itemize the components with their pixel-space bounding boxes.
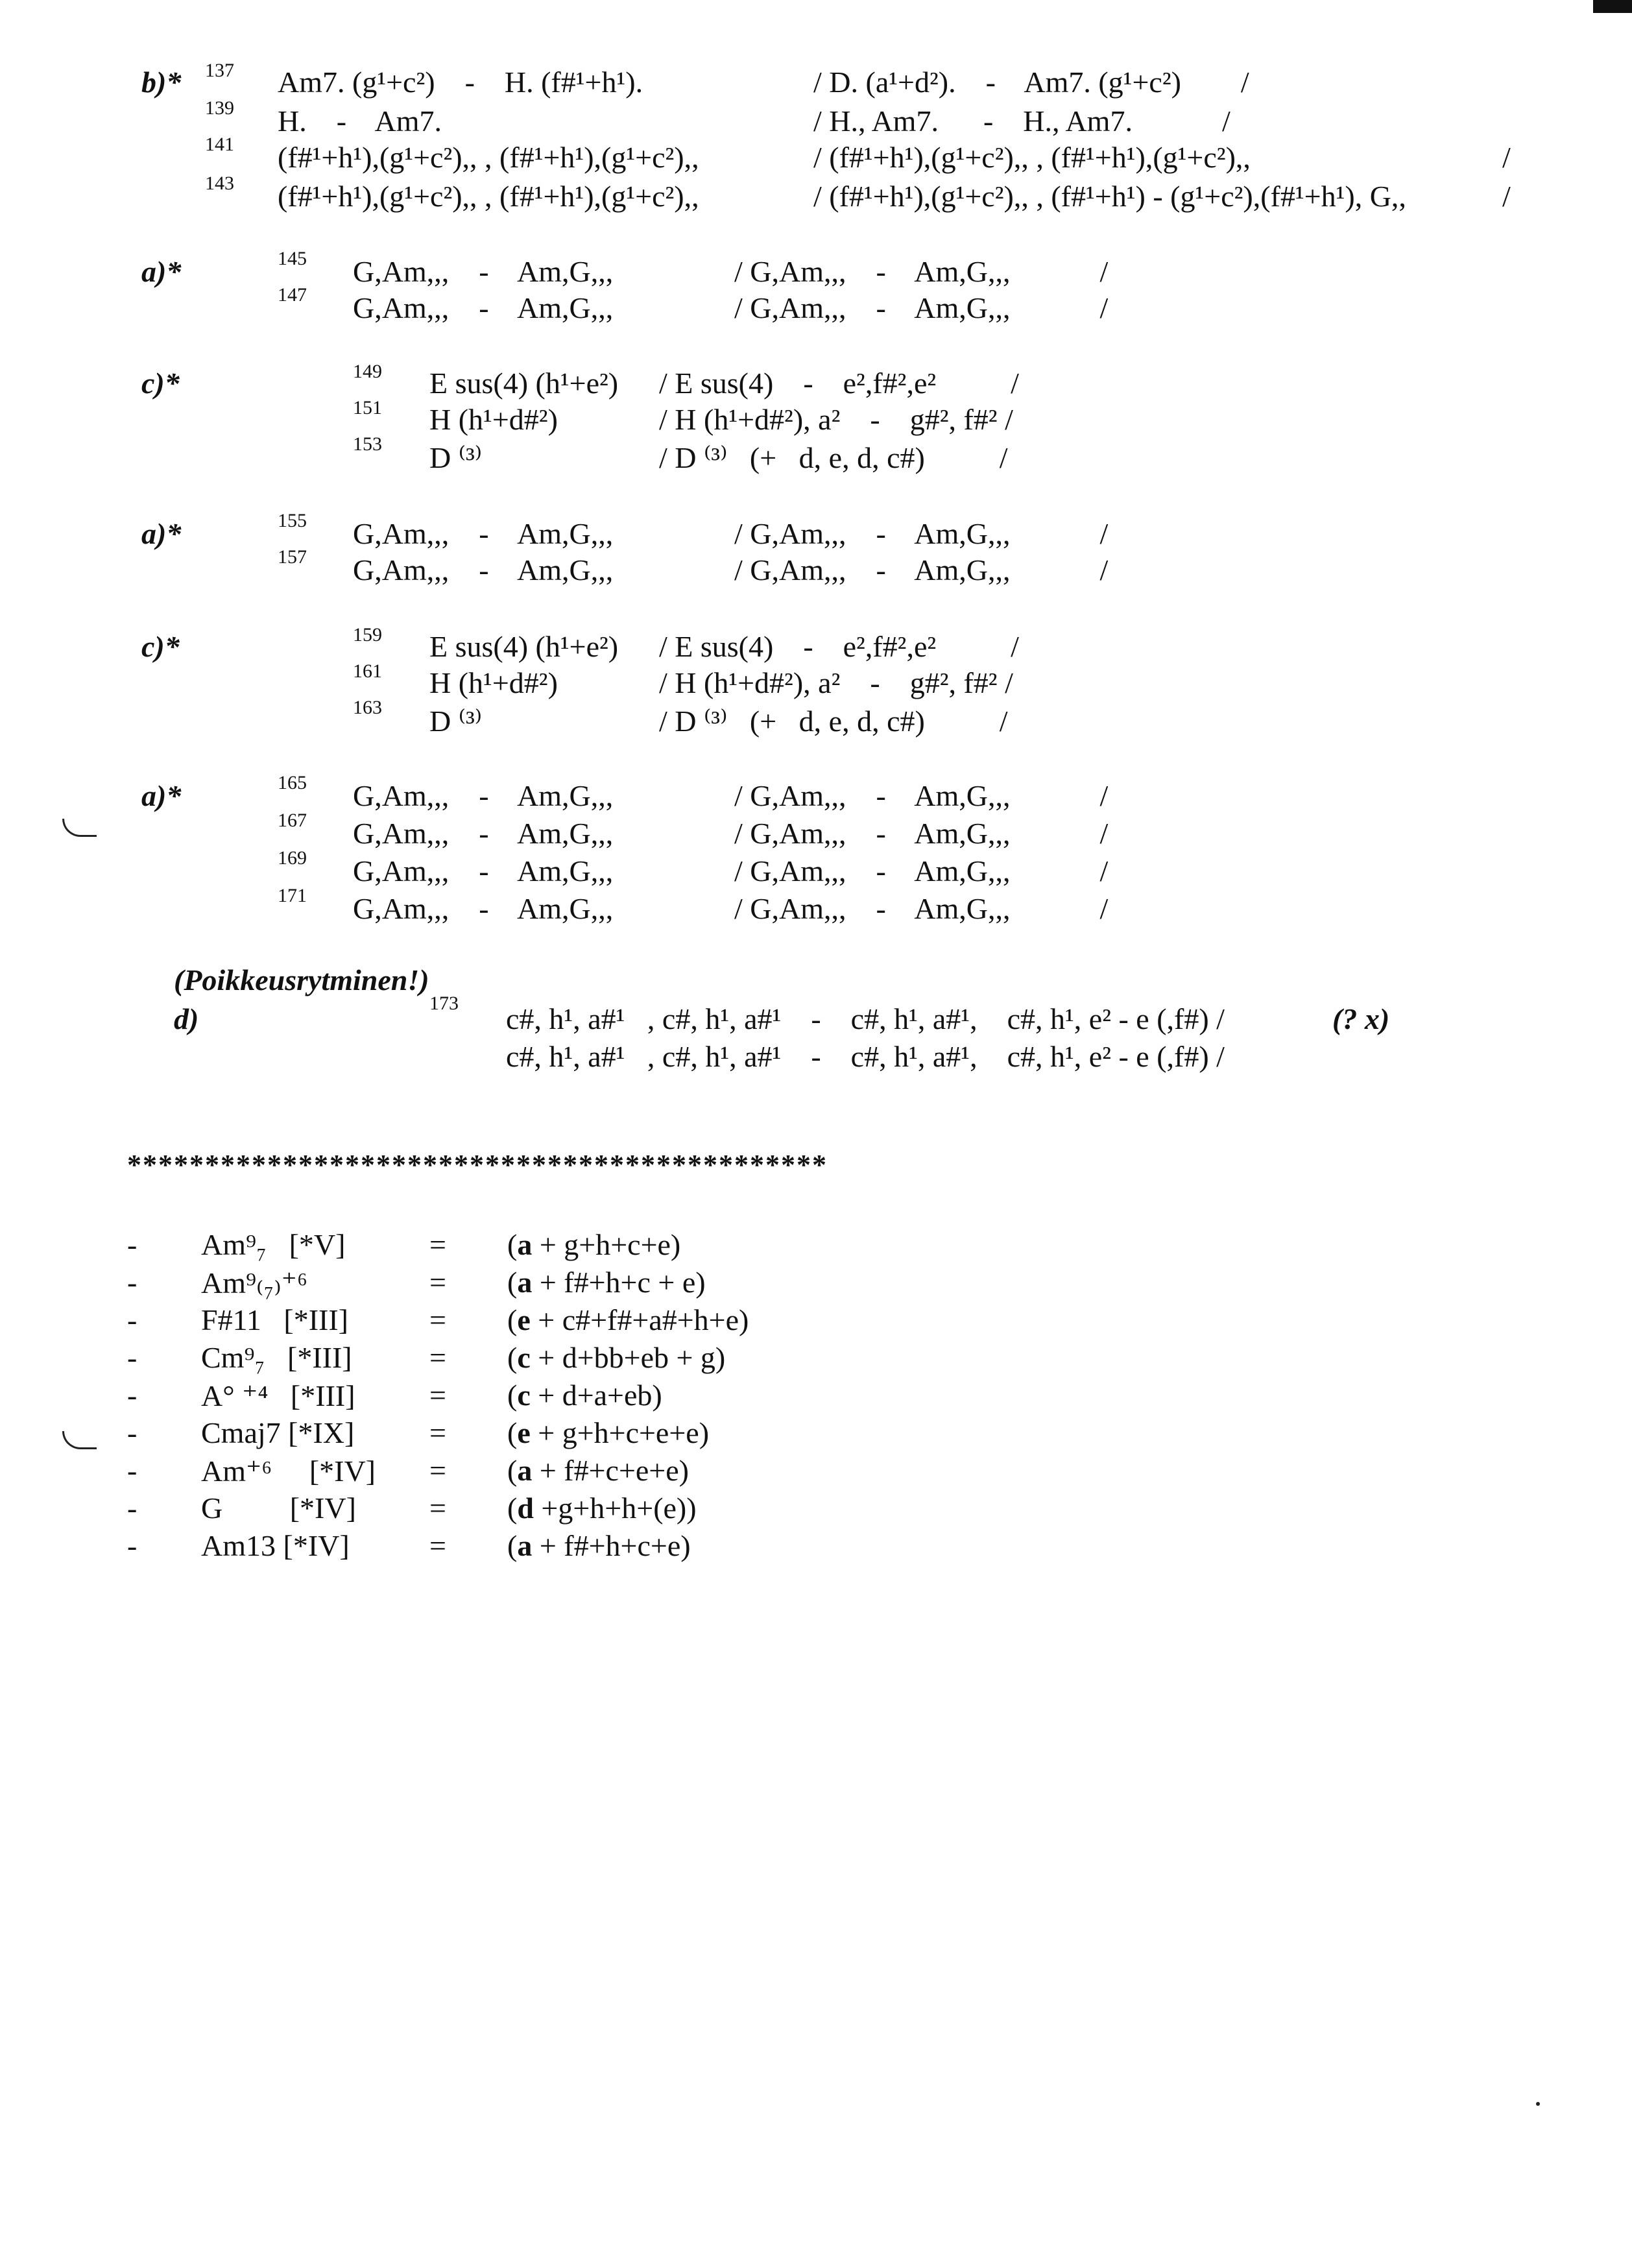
legend-chord-name: Cmaj7 [*IX]: [201, 1416, 355, 1449]
section-b-line-1-left: Am7. (g¹+c²) - H. (f#¹+h¹).: [278, 66, 643, 99]
legend-equals: =: [429, 1491, 446, 1525]
section-b-line-3-bar: /: [1502, 141, 1511, 174]
legend-notes: (a + f#+c+e+e): [507, 1454, 689, 1487]
bar-number: 155: [278, 510, 307, 531]
margin-pencil-mark: [62, 1431, 97, 1449]
legend-notes: (c + d+a+eb): [507, 1379, 662, 1412]
section-c-label: c)*: [141, 367, 180, 400]
section-a-line: G,Am,,, - Am,G,,,: [353, 517, 614, 550]
section-a-line: G,Am,,, - Am,G,,,: [353, 779, 614, 812]
legend-dash: -: [127, 1303, 138, 1336]
section-b-line-4-right: / (f#¹+h¹),(g¹+c²),, , (f#¹+h¹) - (g¹+c²),(f#¹+h¹), G,,: [813, 180, 1406, 213]
bar-number: 143: [205, 173, 234, 194]
legend-chord-name: Am⁹₇ [*V]: [201, 1228, 346, 1261]
legend-chord-name: F#11 [*III]: [201, 1303, 348, 1336]
bar-number: 165: [278, 772, 307, 793]
section-a-label: a)*: [141, 517, 182, 550]
legend-dash: -: [127, 1228, 138, 1261]
legend-notes: (a + f#+h+c + e): [507, 1266, 706, 1299]
section-c-line-left: E sus(4) (h¹+e²): [429, 367, 619, 400]
bar-number: 159: [353, 624, 382, 645]
bar-number: 167: [278, 810, 307, 831]
bar-number: 151: [353, 397, 382, 418]
legend-equals: =: [429, 1529, 446, 1562]
legend-chord-name: Am13 [*IV]: [201, 1529, 350, 1562]
bar-number: 163: [353, 697, 382, 718]
section-a-line: G,Am,,, - Am,G,,,: [353, 291, 614, 324]
legend-equals: =: [429, 1454, 446, 1487]
legend-notes: (a + g+h+c+e): [507, 1228, 681, 1261]
section-b-line-2-left: H. - Am7.: [278, 104, 442, 138]
bar-number: 145: [278, 248, 307, 269]
legend-equals: =: [429, 1341, 446, 1374]
section-a-line-right: / G,Am,,, - Am,G,,, /: [734, 892, 1109, 925]
section-b-line-4-bar: /: [1502, 180, 1511, 213]
section-c-label: c)*: [141, 630, 180, 663]
section-c-line-right: / H (h¹+d#²), a² - g#², f#² /: [659, 666, 1013, 699]
legend-chord-name: Cm⁹₇ [*III]: [201, 1341, 352, 1374]
section-c-line-right: / D ⁽³⁾ (+ d, e, d, c#) /: [659, 705, 1008, 738]
legend-dash: -: [127, 1379, 138, 1412]
legend-dash: -: [127, 1341, 138, 1374]
section-a-line-right: / G,Am,,, - Am,G,,, /: [734, 291, 1109, 324]
section-a-line-right: / G,Am,,, - Am,G,,, /: [734, 255, 1109, 288]
section-a-line-right: / G,Am,,, - Am,G,,, /: [734, 517, 1109, 550]
section-a-line: G,Am,,, - Am,G,,,: [353, 854, 614, 887]
section-c-line-left: D ⁽³⁾: [429, 705, 483, 738]
section-c-line-left: H (h¹+d#²): [429, 666, 558, 699]
section-d-line-2: c#, h¹, a#¹ , c#, h¹, a#¹ - c#, h¹, a#¹, c#, h¹, e² - e (,f#) /: [506, 1040, 1225, 1073]
section-c-line-right: / E sus(4) - e²,f#²,e² /: [659, 630, 1019, 663]
bar-number: 149: [353, 361, 382, 382]
section-b-line-4-left: (f#¹+h¹),(g¹+c²),, , (f#¹+h¹),(g¹+c²),,: [278, 180, 699, 213]
legend-dash: -: [127, 1454, 138, 1487]
legend-notes: (e + c#+f#+a#+h+e): [507, 1303, 749, 1336]
legend-notes: (d +g+h+h+(e)): [507, 1491, 697, 1525]
legend-equals: =: [429, 1266, 446, 1299]
section-b-line-3-right: / (f#¹+h¹),(g¹+c²),, , (f#¹+h¹),(g¹+c²),,: [813, 141, 1251, 174]
bar-number: 137: [205, 60, 234, 81]
section-a-line-right: / G,Am,,, - Am,G,,, /: [734, 779, 1109, 812]
legend-dash: -: [127, 1416, 138, 1449]
bar-number: 169: [278, 847, 307, 869]
scan-corner-mark: [1593, 0, 1632, 13]
legend-dash: -: [127, 1266, 138, 1299]
section-b-line-3-left: (f#¹+h¹),(g¹+c²),, , (f#¹+h¹),(g¹+c²),,: [278, 141, 699, 174]
section-c-line-left: H (h¹+d#²): [429, 403, 558, 436]
separator-asterisks: *********************************************: [127, 1149, 828, 1181]
section-d-label: d): [174, 1002, 199, 1035]
section-c-line-right: / E sus(4) - e²,f#²,e² /: [659, 367, 1019, 400]
section-c-line-left: D ⁽³⁾: [429, 441, 483, 474]
bar-number: 161: [353, 660, 382, 682]
legend-equals: =: [429, 1303, 446, 1336]
margin-pencil-mark: [62, 819, 97, 837]
section-d-repeat-note: (? x): [1332, 1002, 1390, 1035]
section-c-line-right: / D ⁽³⁾ (+ d, e, d, c#) /: [659, 441, 1008, 474]
legend-dash: -: [127, 1491, 138, 1525]
section-b-line-2-right: / H., Am7. - H., Am7. /: [813, 104, 1230, 138]
bar-number: 153: [353, 433, 382, 455]
section-a-line: G,Am,,, - Am,G,,,: [353, 553, 614, 586]
section-a-line-right: / G,Am,,, - Am,G,,, /: [734, 553, 1109, 586]
legend-notes: (e + g+h+c+e+e): [507, 1416, 710, 1449]
section-a-line-right: / G,Am,,, - Am,G,,, /: [734, 817, 1109, 850]
bar-number: 147: [278, 284, 307, 306]
section-b-line-1-right: / D. (a¹+d²). - Am7. (g¹+c²) /: [813, 66, 1249, 99]
bar-number: 173: [429, 993, 459, 1014]
section-d-line-1: c#, h¹, a#¹ , c#, h¹, a#¹ - c#, h¹, a#¹, c#, h¹, e² - e (,f#) /: [506, 1002, 1225, 1035]
scan-speck: [1536, 2102, 1540, 2106]
section-a-line: G,Am,,, - Am,G,,,: [353, 892, 614, 925]
legend-equals: =: [429, 1416, 446, 1449]
legend-chord-name: A° ⁺⁴ [*III]: [201, 1379, 355, 1412]
legend-equals: =: [429, 1228, 446, 1261]
legend-chord-name: G [*IV]: [201, 1491, 356, 1525]
legend-chord-name: Am⁹₍₇₎⁺⁶: [201, 1266, 307, 1299]
bar-number: 141: [205, 134, 234, 155]
bar-number: 157: [278, 546, 307, 568]
legend-equals: =: [429, 1379, 446, 1412]
legend-notes: (a + f#+h+c+e): [507, 1529, 691, 1562]
bar-number: 139: [205, 97, 234, 119]
bar-number: 171: [278, 885, 307, 906]
section-c-line-right: / H (h¹+d#²), a² - g#², f#² /: [659, 403, 1013, 436]
section-b-label: b)*: [141, 66, 182, 99]
exception-rhythm-note: (Poikkeusrytminen!): [174, 963, 429, 996]
legend-notes: (c + d+bb+eb + g): [507, 1341, 726, 1374]
section-a-label: a)*: [141, 779, 182, 812]
legend-dash: -: [127, 1529, 138, 1562]
legend-chord-name: Am⁺⁶ [*IV]: [201, 1454, 376, 1488]
section-a-label: a)*: [141, 255, 182, 288]
section-a-line-right: / G,Am,,, - Am,G,,, /: [734, 854, 1109, 887]
section-a-line: G,Am,,, - Am,G,,,: [353, 255, 614, 288]
section-c-line-left: E sus(4) (h¹+e²): [429, 630, 619, 663]
section-a-line: G,Am,,, - Am,G,,,: [353, 817, 614, 850]
